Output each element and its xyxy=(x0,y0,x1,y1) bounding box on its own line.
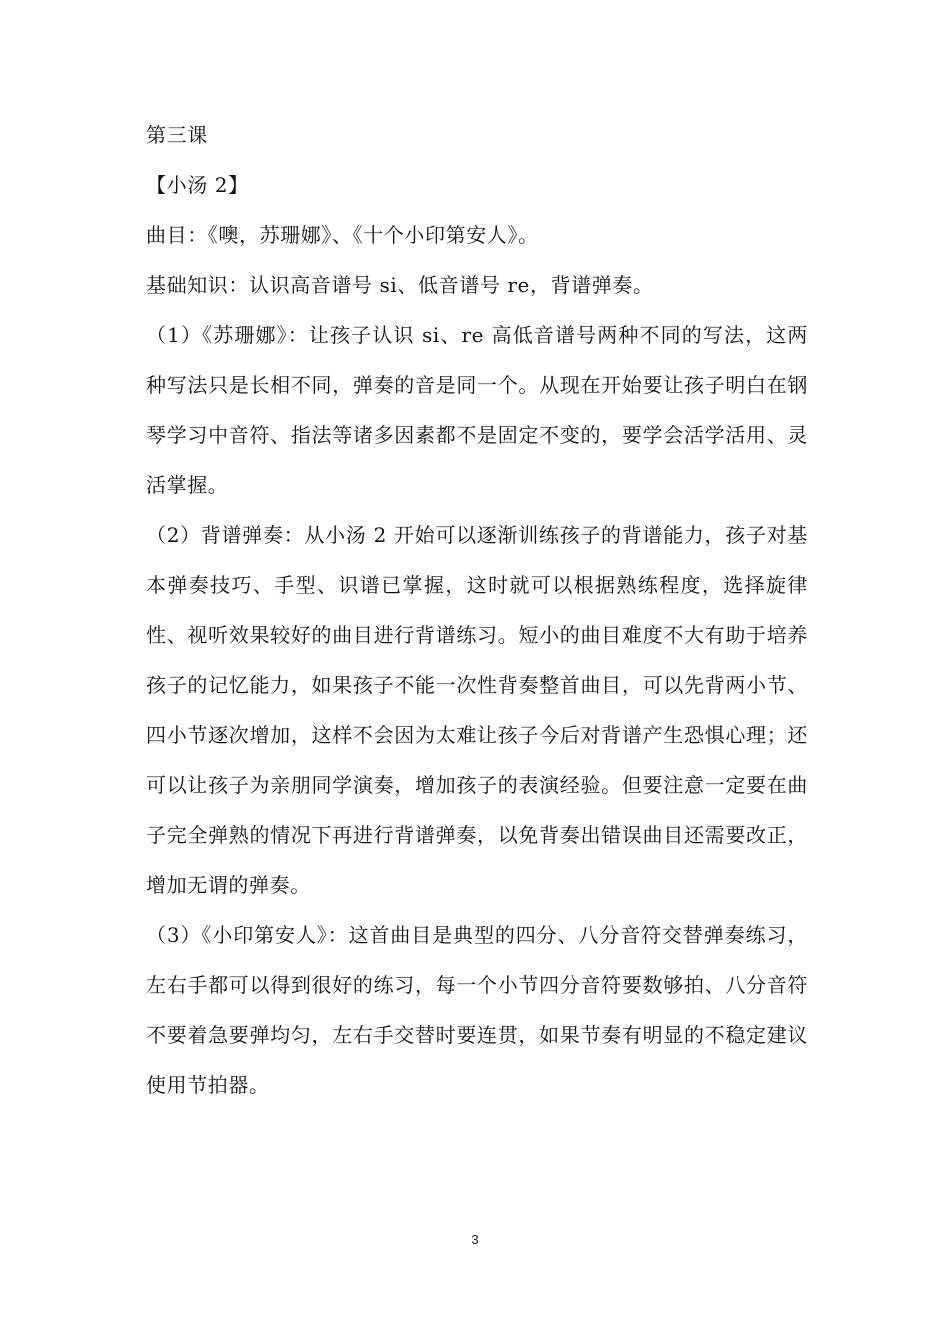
paragraph-susanna: （1）《苏珊娜》：让孩子认识 si、re 高低音谱号两种不同的写法，这两种写法只是长相不同，弹奏的音是同一个。从现在开始要让孩子明白在钢琴学习中音符、指法等诸多因素都不是固定不变的，要学会活学活用、灵活掌握。 xyxy=(146,323,808,497)
page-number: 3 xyxy=(471,1232,479,1247)
basics-line: 基础知识：认识高音谱号 si、低音谱号 re，背谱弹奏。 xyxy=(146,273,654,297)
book-tag: 【小汤 2】 xyxy=(146,173,249,197)
pieces-line: 曲目：《噢，苏珊娜》、《十个小印第安人》。 xyxy=(146,223,539,247)
paragraph-memorization: （2）背谱弹奏：从小汤 2 开始可以逐渐训练孩子的背谱能力，孩子对基本弹奏技巧、手型、识谱已掌握，这时就可以根据熟练程度，选择旋律性、视听效果较好的曲目进行背谱练习。短小的曲目难度不大有助于培养孩子的记忆能力，如果孩子不能一次性背奏整首曲目，可以先背两小节、四小节逐次增加，这样不会因为太难让孩子今后对背谱产生恐惧心理；还可以让孩子为亲朋同学演奏，增加孩子的表演经验。但要注意一定要在曲子完全弹熟的情况下再进行背谱弹奏，以免背奏出错误曲目还需要改正，增加无谓的弹奏。 xyxy=(146,523,808,897)
paragraph-little-indians: （3）《小印第安人》：这首曲目是典型的四分、八分音符交替弹奏练习，左右手都可以得到很好的练习，每一个小节四分音符要数够拍、八分音符不要着急要弹均匀，左右手交替时要连贯，如果节奏有明显的不稳定建议使用节拍器。 xyxy=(146,923,808,1097)
document-body xyxy=(146,110,808,1110)
lesson-title: 第三课 xyxy=(146,123,208,147)
